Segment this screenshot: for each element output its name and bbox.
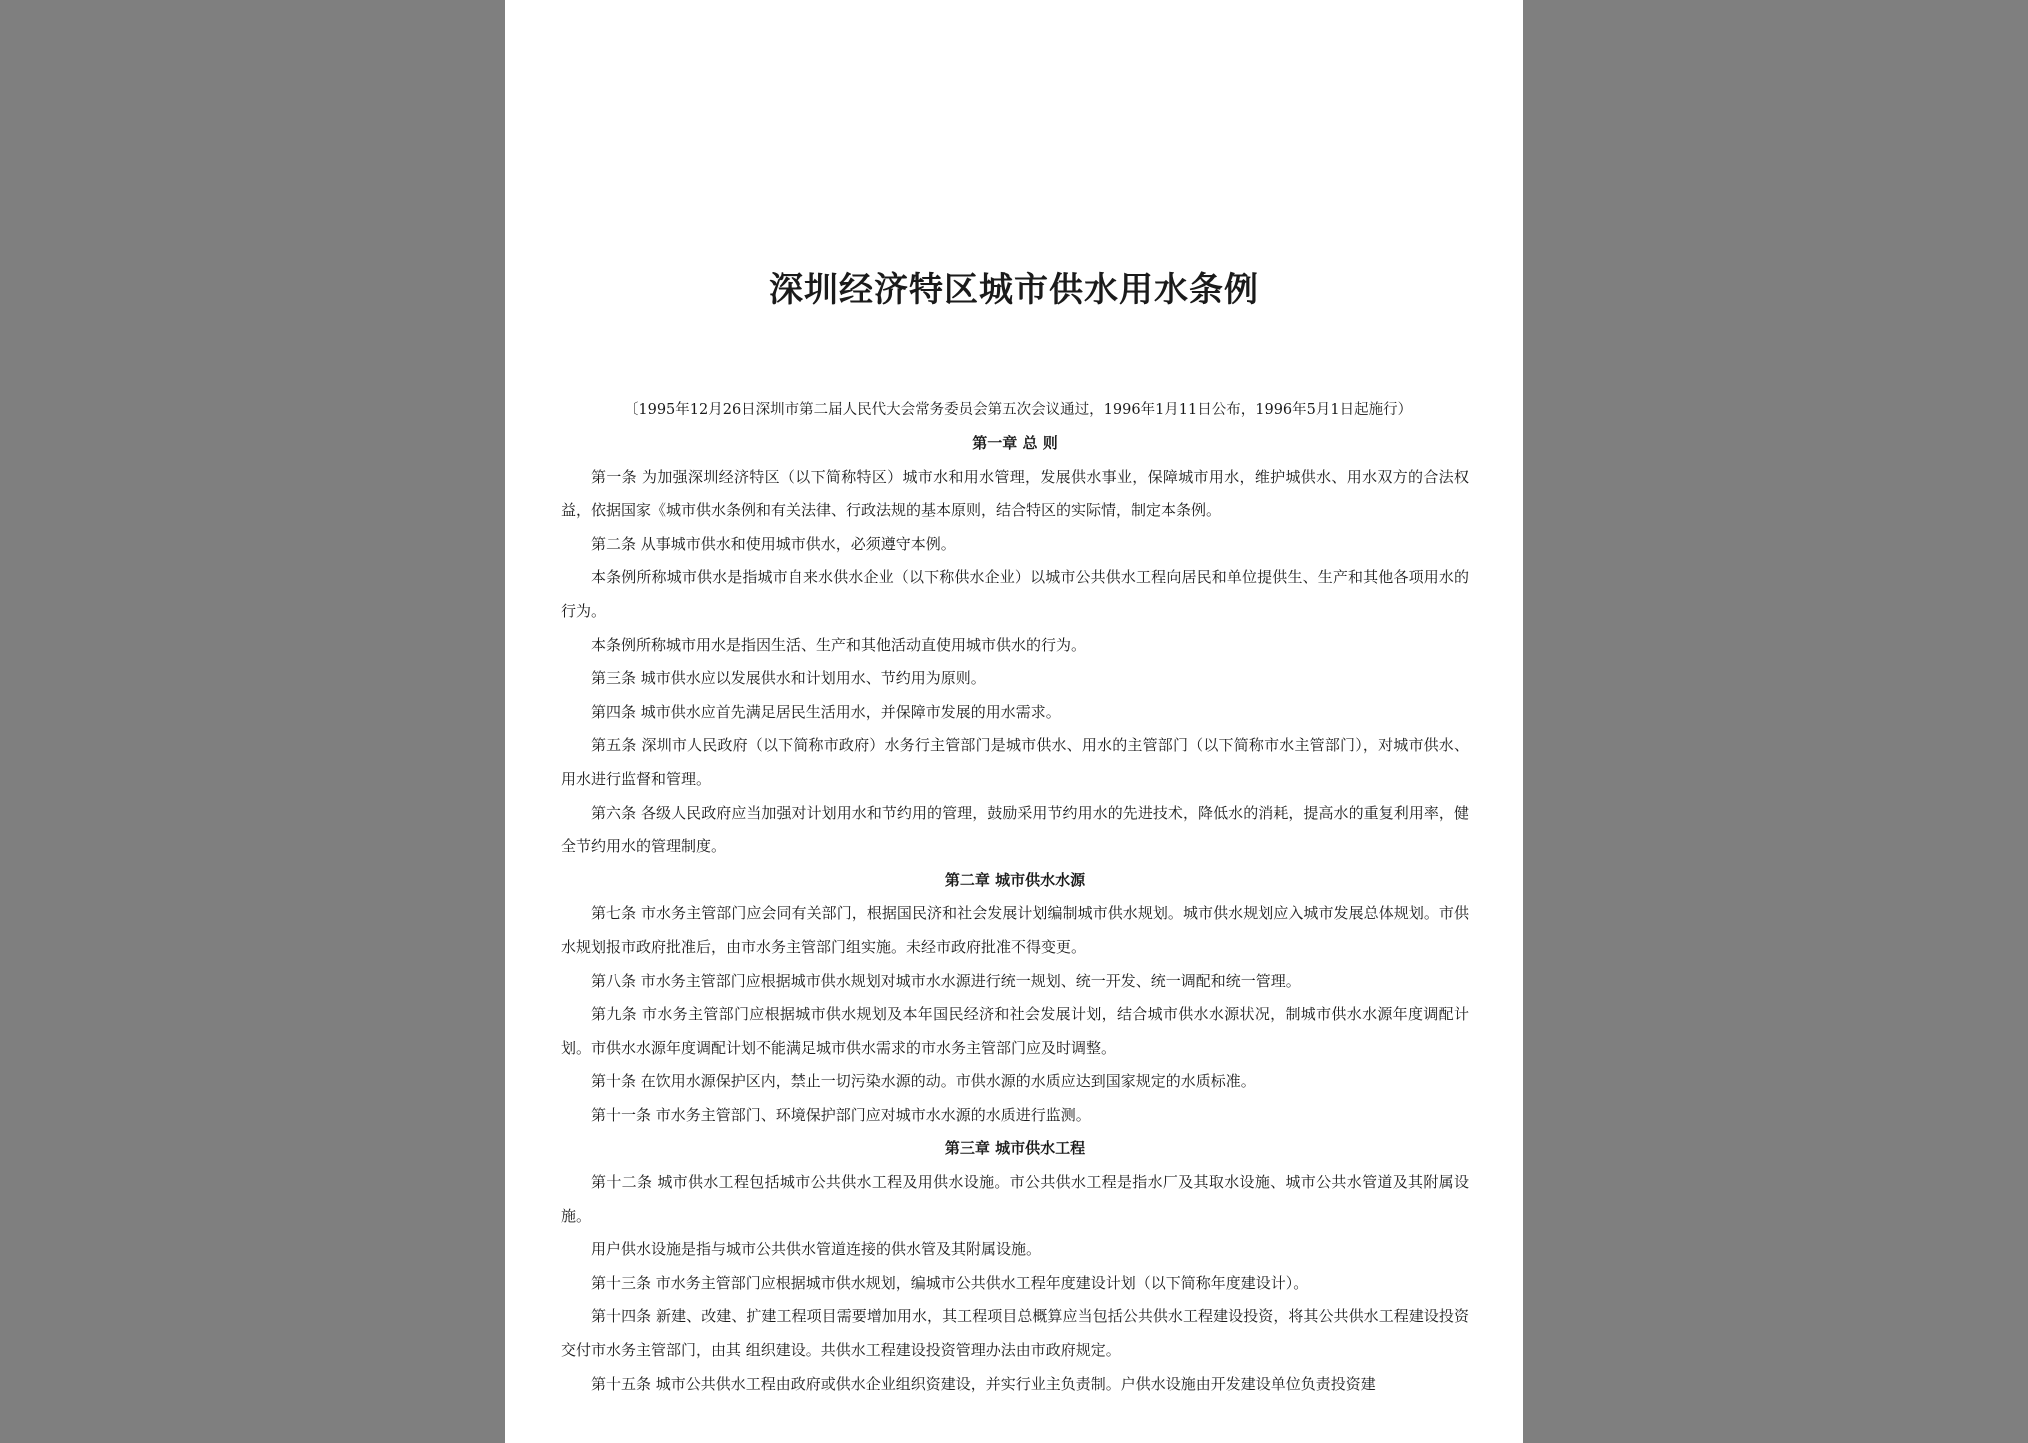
- article-paragraph: 第十条 在饮用水源保护区内，禁止一切污染水源的动。市供水源的水质应达到国家规定的水质标准。: [591, 1072, 1256, 1091]
- article-paragraph: 第七条 市水务主管部门应会同有关部门，根据国民济和社会发展计划编制城市供水规划。城市供水规划应入城市发展总体规划。市供水规划报市政府批准后，由市水务主管部门组实施。未经市政府批准不得变更。: [561, 904, 1469, 956]
- enactment-note: 〔1995年12月26日深圳市第二届人民代大会常务委员会第五次会议通过，1996年1月11日公布，1996年5月1日起施行）: [623, 402, 1413, 418]
- article-paragraph: 第十四条 新建、改建、扩建工程项目需要增加用水，其工程项目总概算应当包括公共供水工程建设投资，将其公共供水工程建设投资交付市水务主管部门，由其 组织建设。共供水工程建设投资管理办法由市政府规定。: [561, 1307, 1469, 1360]
- article-paragraph: 第四条 城市供水应首先满足居民生活用水，并保障市发展的用水需求。: [591, 702, 1061, 721]
- chapter-heading: 第一章 总 则: [972, 434, 1058, 452]
- article-paragraph: 本条例所称城市用水是指因生活、生产和其他活动直使用城市供水的行为。: [591, 635, 1087, 654]
- article-paragraph: 第二条 从事城市供水和使用城市供水，必须遵守本例。: [591, 534, 956, 553]
- article-paragraph: 第十三条 市水务主管部门应根据城市供水规划，编城市公共供水工程年度建设计划（以下简称年度建设计）。: [591, 1273, 1309, 1292]
- article-paragraph: 第六条 各级人民政府应当加强对计划用水和节约用的管理，鼓励采用节约用水的先进技术，降低水的消耗，提高水的重复利用率，健全节约用水的管理制度。: [561, 803, 1469, 856]
- document-body: [561, 427, 1469, 1401]
- article-paragraph: 第五条 深圳市人民政府（以下简称市政府）水务行主管部门是城市供水、用水的主管部门（以下简称市水主管部门），对城市供水、用水进行监督和管理。: [561, 736, 1469, 788]
- article-paragraph: 第十五条 城市公共供水工程由政府或供水企业组织资建设，并实行业主负责制。户供水设施由开发建设单位负责投资建: [591, 1374, 1376, 1393]
- article-paragraph: 本条例所称城市供水是指城市自来水供水企业（以下称供水企业）以城市公共供水工程向居民和单位提供生、生产和其他各项用水的行为。: [561, 568, 1469, 620]
- chapter-heading: 第三章 城市供水工程: [944, 1139, 1086, 1158]
- article-paragraph: 第十一条 市水务主管部门、环境保护部门应对城市水水源的水质进行监测。: [591, 1105, 1091, 1124]
- chapter-heading: 第二章 城市供水水源: [944, 870, 1086, 889]
- article-paragraph: 第九条 市水务主管部门应根据城市供水规划及本年国民经济和社会发展计划，结合城市供水水源状况，制城市供水水源年度调配计划。市供水水源年度调配计划不能满足城市供水需求的市水务主管部门应及时调整。: [561, 1005, 1469, 1057]
- document-title: 深圳经济特区城市供水用水条例: [769, 270, 1259, 310]
- article-paragraph: 用户供水设施是指与城市公共供水管道连接的供水管及其附属设施。: [591, 1240, 1042, 1259]
- article-paragraph: 第一条 为加强深圳经济特区（以下简称特区）城市水和用水管理，发展供水事业，保障城市用水，维护城供水、用水双方的合法权益，依据国家《城市供水条例和有关法律、行政法规的基本原则，结合特区的实际情，制定本条例。: [561, 467, 1469, 520]
- document-page: [505, 0, 1523, 1443]
- article-paragraph: 第十二条 城市供水工程包括城市公共供水工程及用供水设施。市公共供水工程是指水厂及其取水设施、城市公共水管道及其附属设施。: [561, 1173, 1469, 1225]
- article-paragraph: 第八条 市水务主管部门应根据城市供水规划对城市水水源进行统一规划、统一开发、统一调配和统一管理。: [591, 971, 1301, 990]
- article-paragraph: 第三条 城市供水应以发展供水和计划用水、节约用为原则。: [591, 669, 986, 688]
